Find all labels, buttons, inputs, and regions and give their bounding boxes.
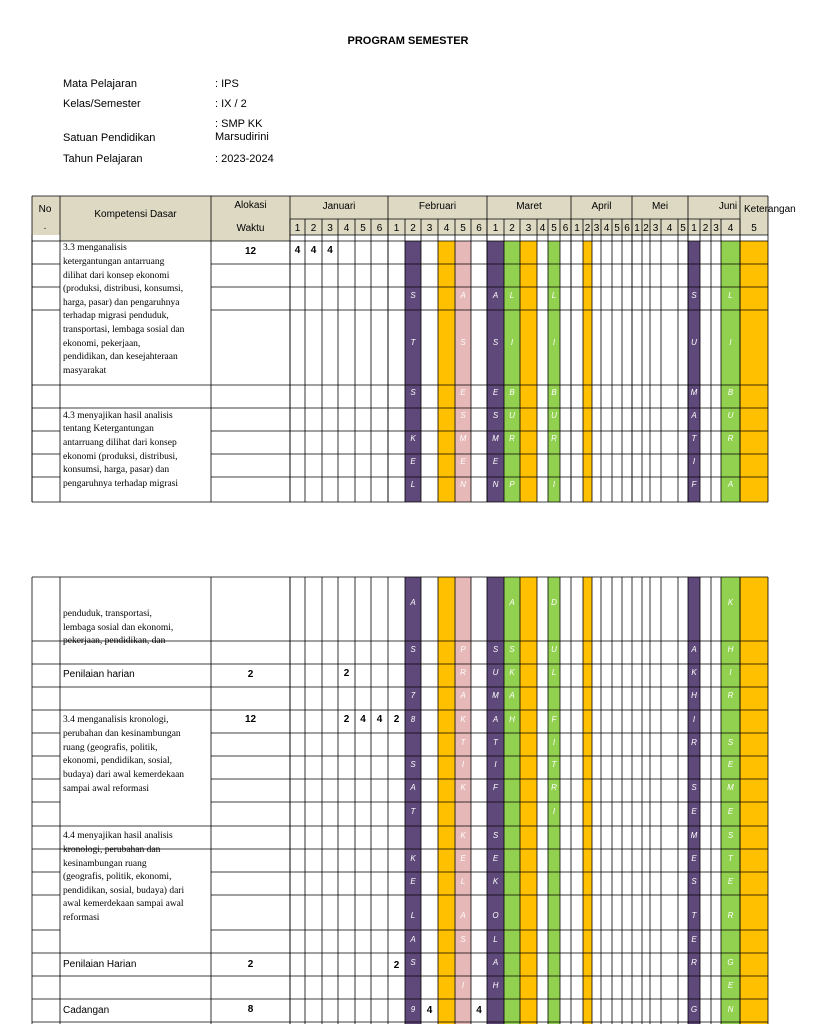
header-week: 1 [393, 223, 400, 234]
band-letter: T [410, 338, 416, 347]
band-letter: U [691, 338, 697, 347]
band-letter: S [410, 760, 416, 769]
band-letter: F [493, 783, 498, 792]
band-letter: A [410, 935, 416, 944]
header-week: 3 [426, 223, 433, 234]
kd-text: budaya) dari awal kemerdekaan [63, 770, 185, 780]
band-letter: E [460, 388, 466, 397]
band-letter: S [727, 831, 734, 840]
band-letter: L [460, 877, 466, 886]
band-letter: E [460, 854, 466, 863]
band-letter: R [691, 958, 697, 967]
band-letter: E [727, 981, 734, 990]
band-letter: S [410, 388, 416, 397]
info-value: : 2023-2024 [215, 153, 274, 165]
header-kd: Kompetensi Dasar [94, 209, 177, 220]
header-week: 2 [643, 223, 649, 234]
band-letter: T [728, 854, 733, 863]
band-letter: E [492, 457, 499, 466]
band-letter: R [727, 691, 734, 700]
kd-text: kesinambungan ruang [63, 859, 147, 869]
band-letter: N [492, 480, 499, 489]
band-letter: A [509, 691, 515, 700]
header-week: 3 [652, 223, 659, 234]
kd-text: transportasi, lembaga sosial dan [63, 325, 185, 335]
header-week: 3 [593, 223, 600, 234]
band-letter: E [691, 807, 697, 816]
band-letter: A [727, 480, 734, 489]
page-title: PROGRAM SEMESTER [347, 35, 469, 47]
holiday-band [740, 241, 768, 502]
holiday-band [548, 241, 560, 502]
week-value: 4 [476, 1005, 482, 1016]
header-week: 1 [574, 223, 580, 234]
kd-text: ruang (geografis, politik, [63, 743, 158, 753]
week-value: 4 [426, 1005, 433, 1016]
kd-text: pekerjaan, pendidikan, dan [63, 636, 166, 646]
band-letter: R [551, 434, 557, 443]
band-letter: M [690, 831, 698, 840]
band-letter: A [492, 958, 499, 967]
band-letter: B [509, 388, 515, 397]
header-month: Februari [418, 201, 457, 212]
band-letter: H [509, 715, 515, 724]
band-letter: S [492, 338, 499, 347]
header-week: 2 [310, 223, 317, 234]
kd-text: 4.3 menyajikan hasil analisis [63, 411, 173, 421]
band-letter: S [492, 831, 499, 840]
band-letter: B [551, 388, 557, 397]
header-week: 4 [603, 223, 610, 234]
kd-text: 4.4 menyajikan hasil analisis [63, 831, 173, 841]
kd-text: ketergantungan antarruang [63, 257, 165, 267]
kd-text: (produksi, distribusi, konsumsi, [63, 284, 184, 294]
band-letter: E [460, 457, 466, 466]
band-letter: S [691, 877, 697, 886]
header-no: No [38, 204, 52, 215]
band-letter: S [460, 411, 466, 420]
header-week: 1 [294, 223, 301, 234]
info-label: Satuan Pendidikan [63, 132, 156, 144]
header-week: 5 [614, 223, 620, 234]
band-letter: T [551, 760, 557, 769]
band-letter: N [460, 480, 466, 489]
header-week: 1 [634, 223, 640, 234]
band-letter: N [727, 1005, 734, 1014]
week-value: 4 [376, 714, 383, 725]
band-letter: E [727, 807, 734, 816]
band-letter: U [509, 411, 515, 420]
band-letter: M [459, 434, 467, 443]
week-value: 2 [343, 714, 350, 725]
alokasi-value: 2 [247, 959, 254, 970]
assessment-label: Penilaian harian [63, 669, 135, 680]
holiday-band [740, 577, 768, 1024]
band-letter: A [492, 715, 499, 724]
header-week: 6 [562, 223, 569, 234]
band-letter: T [691, 911, 697, 920]
holiday-band [438, 241, 455, 502]
info-label: Mata Pelajaran [63, 78, 137, 90]
band-letter: F [551, 715, 557, 724]
week-value: 4 [360, 714, 366, 725]
week-value: 4 [310, 245, 317, 256]
band-letter: S [691, 783, 697, 792]
band-letter: K [691, 668, 697, 677]
band-letter: I [729, 338, 732, 347]
header-month: April [591, 201, 612, 212]
band-letter: 7 [410, 691, 416, 700]
band-letter: R [727, 911, 734, 920]
band-letter: I [510, 338, 514, 347]
band-letter: S [410, 291, 416, 300]
header-week: 5 [680, 223, 686, 234]
band-letter: M [492, 691, 499, 700]
band-letter: S [509, 645, 515, 654]
header-month: Januari [322, 201, 356, 212]
week-value: 2 [343, 668, 350, 679]
band-letter: H [492, 981, 499, 990]
band-letter: S [410, 645, 416, 654]
band-letter: R [551, 783, 557, 792]
band-letter: S [492, 411, 499, 420]
holiday-band [583, 577, 592, 1024]
header-week: 1 [691, 223, 697, 234]
holiday-band [438, 577, 455, 1024]
kd-text: kronologi, perubahan dan [63, 845, 161, 855]
kd-text: konsumsi, harga, pasar) dan [63, 465, 170, 475]
kd-text: penduduk, transportasi, [63, 609, 152, 619]
alokasi-value: 12 [244, 714, 257, 725]
band-letter: L [410, 480, 416, 489]
header-no: . [43, 221, 47, 232]
band-letter: M [727, 783, 734, 792]
band-letter: E [492, 388, 499, 397]
band-letter: L [551, 291, 557, 300]
band-letter: R [460, 668, 466, 677]
week-value: 4 [294, 245, 301, 256]
band-letter: A [691, 645, 697, 654]
band-letter: M [492, 434, 499, 443]
kd-text: reformasi [63, 913, 100, 923]
band-letter: T [691, 434, 697, 443]
band-letter: R [509, 434, 515, 443]
band-letter: U [551, 411, 557, 420]
header-week: 1 [492, 223, 499, 234]
band-letter: S [460, 338, 466, 347]
band-letter: I [552, 807, 556, 816]
holiday-band [504, 241, 520, 502]
info-value: : IX / 2 [215, 98, 247, 110]
kd-text: perubahan dan kesinambungan [63, 729, 181, 739]
header-alokasi: Alokasi [234, 200, 267, 211]
band-letter: 9 [410, 1005, 416, 1014]
header-week: 3 [525, 223, 532, 234]
header-week: 6 [476, 223, 482, 234]
band-letter: E [410, 877, 416, 886]
assessment-label: Cadangan [63, 1005, 110, 1016]
info-value: : IPS [215, 78, 239, 90]
kd-text: dilihat dari konsep ekonomi [63, 271, 170, 281]
holiday-band [721, 241, 740, 502]
alokasi-value: 12 [244, 246, 257, 257]
assessment-label: Penilaian Harian [63, 959, 137, 970]
band-letter: L [493, 935, 498, 944]
header-week: 3 [713, 223, 719, 234]
band-letter: U [492, 668, 499, 677]
band-letter: E [410, 457, 416, 466]
band-letter: S [727, 738, 734, 747]
alokasi-value: 2 [247, 669, 254, 680]
band-letter: E [691, 854, 697, 863]
band-letter: A [509, 598, 515, 607]
band-letter: D [551, 598, 557, 607]
holiday-band [583, 241, 592, 502]
band-letter: H [727, 645, 734, 654]
kd-text: awal kemerdekaan sampai awal [63, 899, 184, 909]
band-letter: K [410, 434, 416, 443]
info-label: Kelas/Semester [63, 98, 141, 110]
band-letter: H [691, 691, 697, 700]
band-letter: S [492, 645, 499, 654]
band-letter: L [551, 668, 557, 677]
header-week: 4 [443, 223, 450, 234]
band-letter: T [460, 738, 466, 747]
header-waktu: Waktu [236, 223, 265, 234]
header-week: 2 [584, 223, 591, 234]
week-value: 2 [393, 714, 400, 725]
band-letter: B [727, 388, 734, 397]
header-background [60, 235, 290, 241]
kd-text: masyarakat [63, 366, 107, 376]
kd-text: lembaga sosial dan ekonomi, [63, 623, 174, 633]
kd-text: ekonomi, pekerjaan, [63, 339, 141, 349]
kd-text: ekonomi, pendidikan, sosial, [63, 756, 172, 766]
band-letter: E [691, 935, 697, 944]
band-letter: 8 [410, 715, 416, 724]
band-letter: K [509, 668, 515, 677]
band-letter: K [460, 783, 466, 792]
band-letter: O [492, 911, 499, 920]
band-letter: A [460, 691, 466, 700]
band-letter: I [552, 738, 556, 747]
band-letter: A [492, 291, 499, 300]
band-letter: L [410, 911, 416, 920]
band-letter: T [410, 807, 416, 816]
kd-text: 3.4 menganalisis kronologi, [63, 715, 169, 725]
band-letter: K [492, 877, 499, 886]
band-letter: L [728, 291, 733, 300]
kd-text: ekonomi (produksi, distribusi, [63, 452, 178, 462]
header-week: 4 [727, 223, 734, 234]
kd-text: antarruang dilihat dari konsep [63, 438, 177, 448]
header-week: 4 [343, 223, 350, 234]
band-letter: A [460, 291, 466, 300]
band-letter: G [690, 1005, 698, 1014]
band-letter: F [691, 480, 697, 489]
header-month: Juni [718, 201, 738, 212]
header-week: 3 [327, 223, 333, 234]
band-letter: U [727, 411, 734, 420]
band-letter: I [461, 760, 465, 769]
band-letter: T [493, 738, 498, 747]
kd-text: (geografis, politik, ekonomi, [63, 872, 172, 882]
band-letter: I [692, 457, 696, 466]
band-letter: G [727, 958, 734, 967]
band-letter: I [692, 715, 696, 724]
header-week: 4 [539, 223, 546, 234]
band-letter: P [509, 480, 515, 489]
band-letter: I [494, 760, 497, 769]
band-letter: E [492, 854, 499, 863]
band-letter: I [552, 338, 556, 347]
band-letter: L [509, 291, 515, 300]
band-letter: E [727, 877, 734, 886]
info-value: : SMP KK Marsudirini [215, 118, 269, 143]
band-letter: K [727, 598, 734, 607]
header-week: 5 [360, 223, 366, 234]
band-letter: A [410, 783, 416, 792]
band-letter: A [410, 598, 416, 607]
band-letter: K [460, 715, 466, 724]
band-letter: P [460, 645, 466, 654]
header-week: 5 [460, 223, 466, 234]
band-letter: M [690, 388, 698, 397]
band-letter: K [460, 831, 466, 840]
kd-text: pendidikan, sosial, budaya) dari [63, 886, 185, 896]
band-letter: U [551, 645, 557, 654]
header-week: 4 [666, 223, 673, 234]
alokasi-value: 8 [247, 1004, 254, 1015]
header-week: 6 [376, 223, 383, 234]
header-month: Mei [651, 201, 669, 212]
band-letter: E [727, 760, 734, 769]
band-letter: R [727, 434, 734, 443]
kd-text: 3.3 menganalisis [63, 243, 127, 253]
kd-text: pengaruhnya terhadap migrasi [63, 479, 179, 489]
band-letter: S [410, 958, 416, 967]
kd-text: tentang Ketergantungan [63, 424, 154, 434]
band-letter: S [691, 291, 697, 300]
header-week: 2 [509, 223, 515, 234]
header-week: 5 [551, 223, 557, 234]
header-week: 2 [410, 223, 416, 234]
kd-text: pendidikan, dan kesejahteraan [63, 352, 178, 362]
band-letter: I [729, 668, 732, 677]
band-letter: A [460, 911, 466, 920]
band-letter: I [461, 981, 465, 990]
kd-text: harga, pasar) dan pengaruhnya [63, 298, 180, 308]
kd-text: terhadap migrasi penduduk, [63, 311, 169, 321]
header-keterangan: Keterangan [744, 204, 796, 215]
week-value: 2 [393, 960, 400, 971]
band-letter: S [460, 935, 466, 944]
week-value: 4 [327, 245, 333, 256]
header-week: 6 [624, 223, 630, 234]
band-letter: R [691, 738, 697, 747]
band-letter: I [552, 480, 556, 489]
holiday-band [520, 577, 537, 1024]
info-label: Tahun Pelajaran [63, 153, 143, 165]
kd-text: sampai awal reformasi [63, 784, 149, 794]
band-letter: K [410, 854, 416, 863]
header-week: 5 [751, 223, 757, 234]
header-week: 2 [702, 223, 709, 234]
header-month: Maret [516, 201, 542, 212]
holiday-band [520, 241, 537, 502]
band-letter: A [691, 411, 697, 420]
